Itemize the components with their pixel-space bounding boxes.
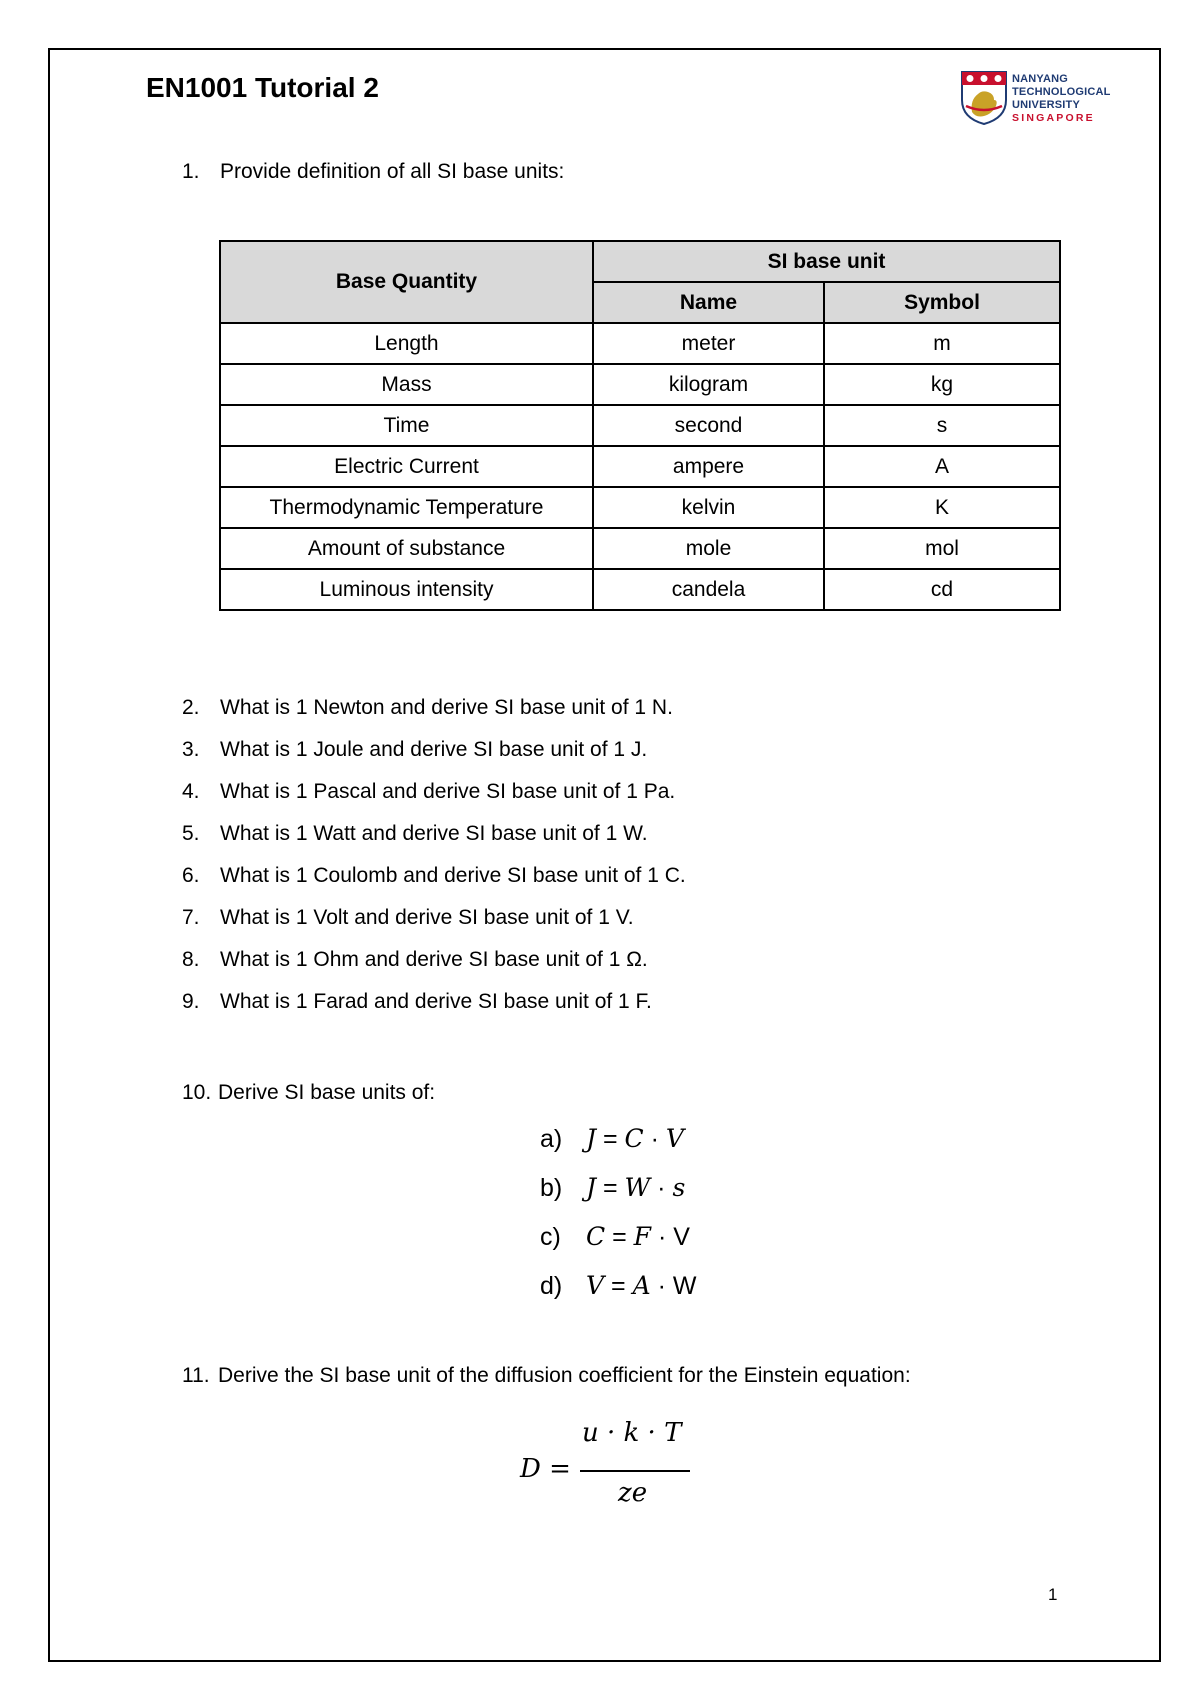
equation-lhs: J [586,1124,597,1153]
logo-line: TECHNOLOGICAL [1012,86,1111,98]
cell-quantity: Thermodynamic Temperature [220,487,593,528]
question-number: 3. [182,738,200,761]
question-9 [182,990,652,1014]
question-number: 11. [182,1364,210,1387]
question-4 [182,780,675,804]
page-title: EN1001 Tutorial 2 [146,72,379,103]
equation-dot: · [643,1125,666,1153]
header-name: Name [593,282,824,323]
table-row [220,323,1060,364]
question-8 [182,948,648,972]
equation-term: s [672,1173,686,1202]
question-text: What is 1 Coulomb and derive SI base unit of 1 C. [220,864,686,887]
cell-symbol: A [824,446,1060,487]
logo-line: NANYANG [1012,73,1069,85]
ntu-crest-icon [960,70,1008,126]
cell-symbol: mol [824,528,1060,569]
cell-quantity: Length [220,323,593,364]
cell-name: candela [593,569,824,610]
question-number: 8. [182,948,200,971]
equation-lhs: V [586,1271,605,1300]
question-text: What is 1 Newton and derive SI base unit of 1 N. [220,696,673,719]
cell-name: ampere [593,446,824,487]
question-text: Derive SI base units of: [218,1081,436,1104]
question-6 [182,864,686,888]
cell-quantity: Electric Current [220,446,593,487]
equation-term: W [672,1272,697,1300]
equation-term: C [624,1124,644,1153]
table-row [220,446,1060,487]
equation-label: d) [540,1272,563,1300]
table-row [220,487,1060,528]
cell-name: second [593,405,824,446]
si-base-units-table [219,240,1061,611]
question-2 [182,696,673,720]
equation-term: V [665,1124,684,1153]
equation-lhs: J [586,1173,597,1202]
equation-lhs: C [586,1222,606,1251]
cell-symbol: m [824,323,1060,364]
cell-symbol: s [824,405,1060,446]
cell-quantity: Luminous intensity [220,569,593,610]
cell-name: mole [593,528,824,569]
equation-equals: = [596,1174,625,1202]
logo-wordmark [1012,73,1111,125]
fraction-bar [580,1470,690,1472]
table-header-row [220,241,1060,282]
question-text: Derive the SI base unit of the diffusion coefficient for the Einstein equation: [218,1364,911,1387]
equation-dot: · [650,1174,673,1202]
question-text: What is 1 Volt and derive SI base unit of 1 V. [220,906,634,929]
question-text: What is 1 Joule and derive SI base unit of 1 J. [220,738,648,761]
equation-dot: · [651,1223,674,1251]
equation-equals: = [596,1125,625,1153]
table-row [220,405,1060,446]
question-number: 4. [182,780,200,803]
cell-name: kelvin [593,487,824,528]
cell-quantity: Mass [220,364,593,405]
equation-a [540,1124,684,1154]
equation-lhs: D = [520,1454,571,1484]
question-number: 1. [182,160,200,183]
header-si-base-unit: SI base unit [593,241,1060,282]
equation-term: A [632,1271,651,1300]
question-number: 5. [182,822,200,845]
fraction-numerator: u · k · T [582,1418,682,1448]
question-number: 10. [182,1081,212,1104]
table-row [220,569,1060,610]
table-row [220,528,1060,569]
equation-equals: = [605,1223,634,1251]
fraction-denominator: ze [618,1478,648,1508]
question-text: What is 1 Pascal and derive SI base unit of 1 Pa. [220,780,676,803]
ntu-logo [960,70,1120,130]
cell-name: kilogram [593,364,824,405]
equation-c [540,1222,690,1252]
cell-symbol: cd [824,569,1060,610]
question-text: What is 1 Watt and derive SI base unit of 1 W. [220,822,648,845]
question-text: What is 1 Ohm and derive SI base unit of 1 Ω. [220,948,648,971]
question-5 [182,822,648,846]
equation-label: b) [540,1174,563,1202]
question-number: 9. [182,990,200,1013]
header-symbol: Symbol [824,282,1060,323]
logo-line: UNIVERSITY [1012,99,1081,111]
equation-label: a) [540,1125,563,1153]
logo-line: SINGAPORE [1012,112,1095,124]
equation-term: F [633,1222,651,1251]
equation-dot: · [650,1272,673,1300]
question-number: 7. [182,906,200,929]
question-1 [182,160,564,184]
question-number: 6. [182,864,200,887]
question-7 [182,906,634,930]
equation-equals: = [604,1272,633,1300]
question-10 [182,1081,435,1105]
header-base-quantity: Base Quantity [220,241,593,323]
question-3 [182,738,647,762]
cell-quantity: Time [220,405,593,446]
equation-d [540,1271,696,1301]
table-row [220,364,1060,405]
equation-b [540,1173,685,1203]
cell-symbol: kg [824,364,1060,405]
equation-label: c) [540,1223,561,1251]
cell-quantity: Amount of substance [220,528,593,569]
question-11 [182,1364,911,1388]
page-number: 1 [1048,1585,1058,1604]
cell-symbol: K [824,487,1060,528]
cell-name: meter [593,323,824,364]
question-number: 2. [182,696,200,719]
equation-term: W [624,1173,651,1202]
question-text: What is 1 Farad and derive SI base unit of 1 F. [220,990,652,1013]
equation-term: V [673,1223,690,1251]
question-text: Provide definition of all SI base units: [220,160,565,183]
